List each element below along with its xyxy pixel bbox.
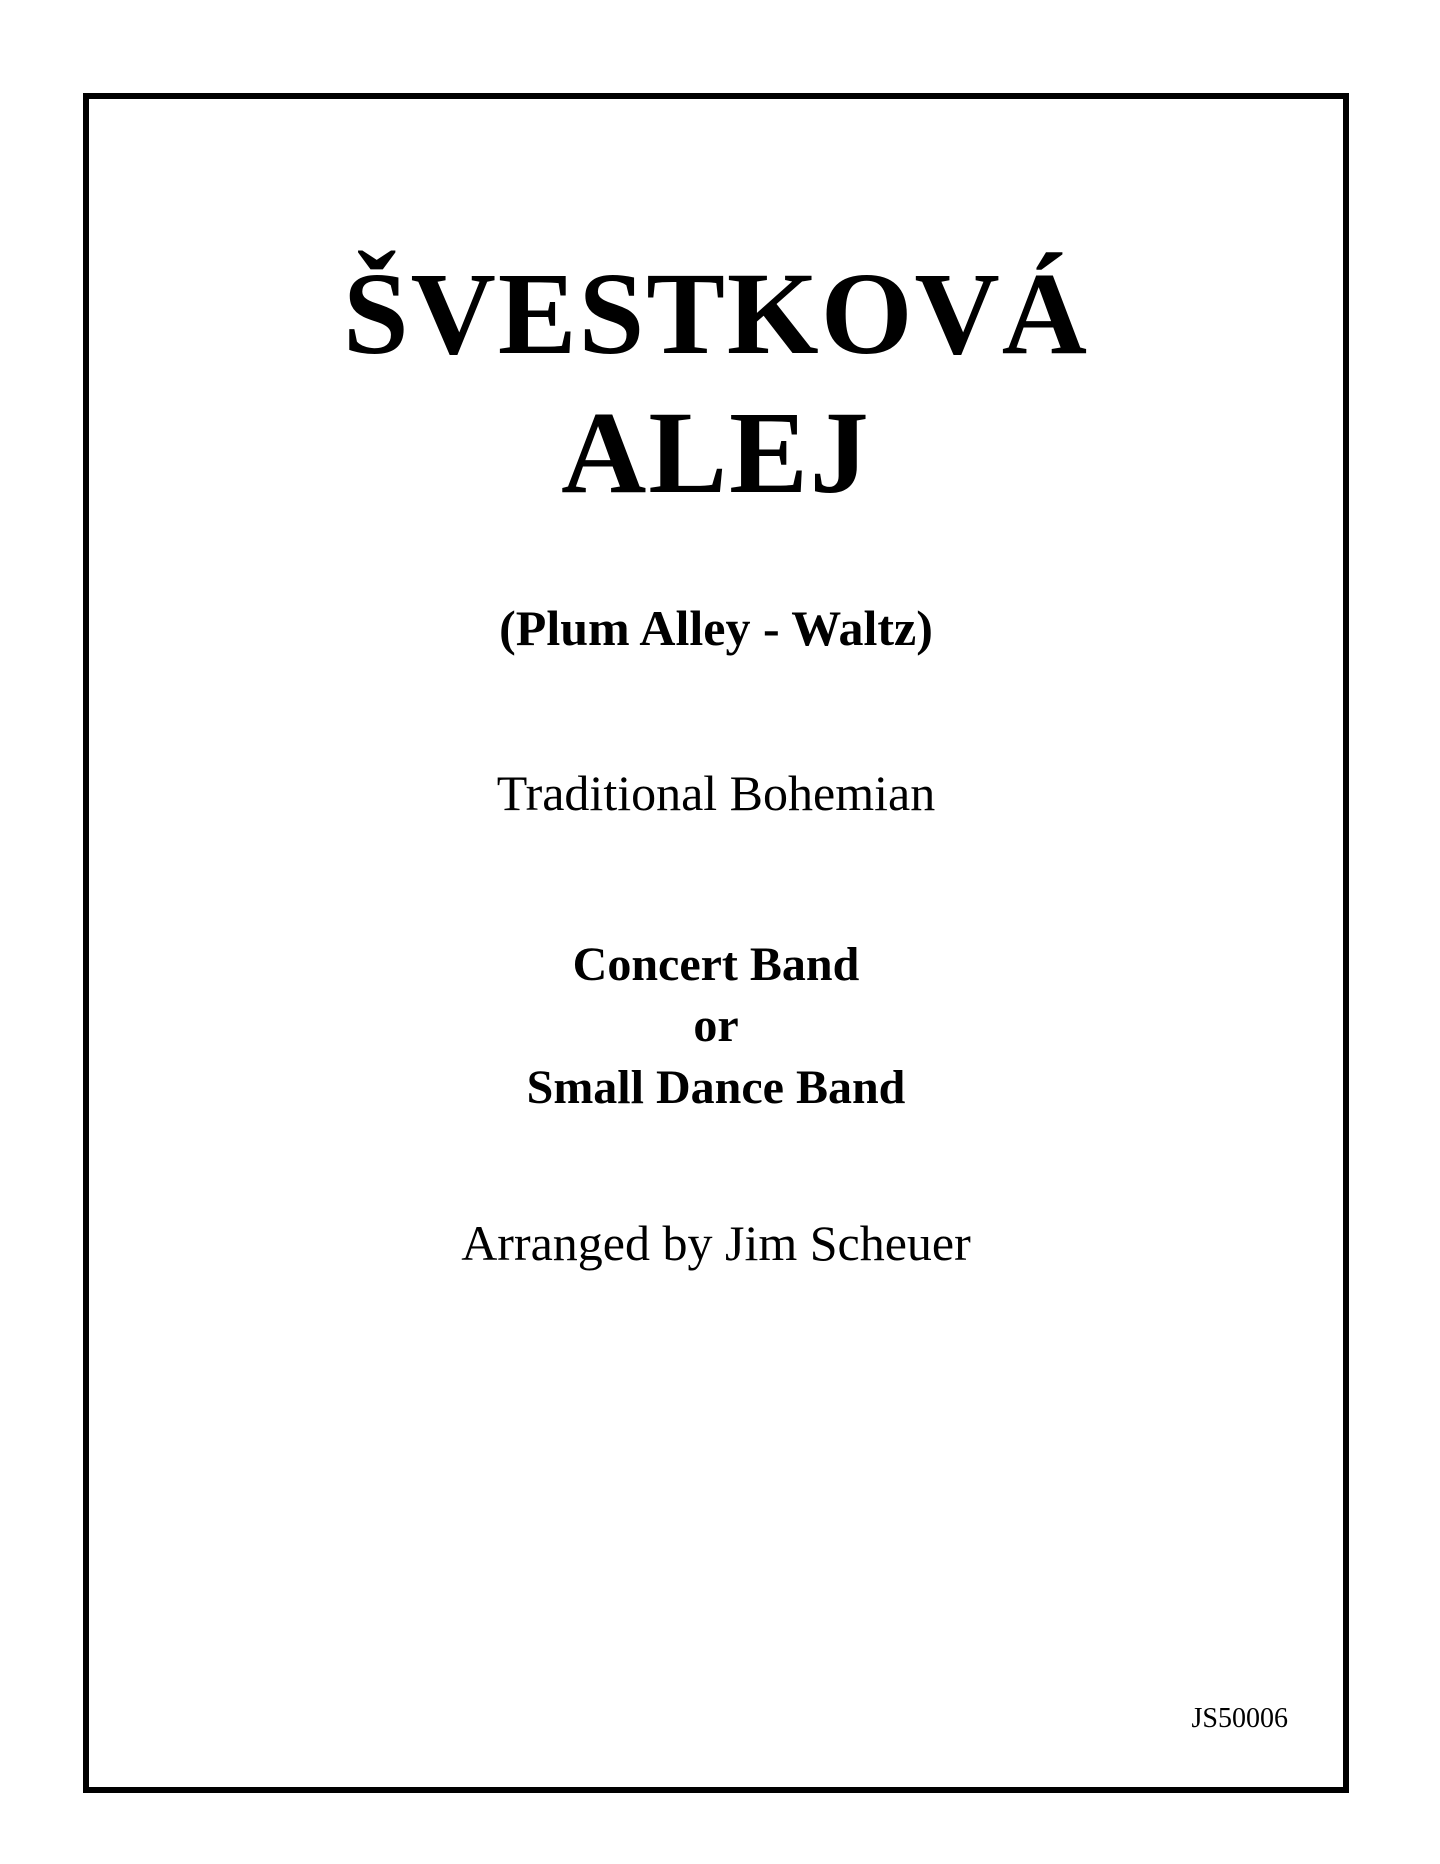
ensemble-block xyxy=(89,934,1343,1118)
ensemble-line-1: Concert Band xyxy=(572,938,860,991)
composer-credit: Traditional Bohemian xyxy=(496,765,936,821)
ensemble-line-2: or xyxy=(693,999,739,1053)
subtitle: (Plum Alley - Waltz) xyxy=(499,600,933,656)
cover-content xyxy=(89,99,1343,1787)
title-line-1: ŠVESTKOVÁ xyxy=(343,248,1089,379)
page-title xyxy=(89,244,1343,522)
arranger-credit: Arranged by Jim Scheuer xyxy=(461,1215,971,1271)
catalog-number: JS50006 xyxy=(1191,1703,1288,1734)
page-border-frame xyxy=(83,93,1349,1793)
ensemble-line-3: Small Dance Band xyxy=(526,1060,906,1114)
title-line-2: ALEJ xyxy=(561,387,871,519)
